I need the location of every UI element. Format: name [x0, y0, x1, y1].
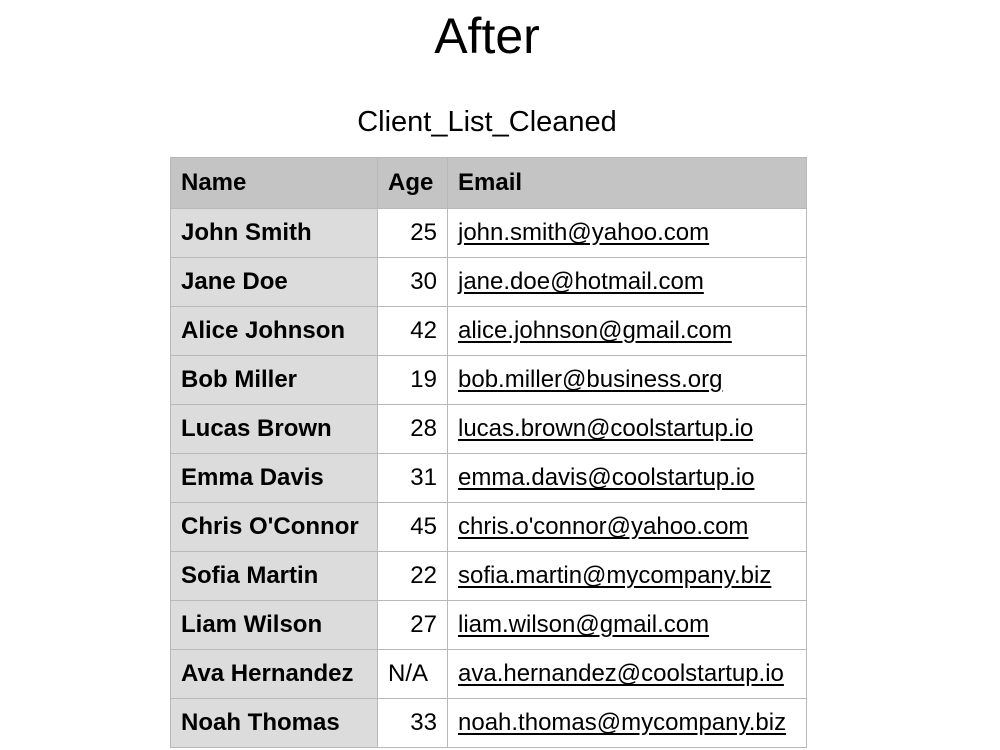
- table-row: [171, 650, 807, 699]
- table-row: [171, 307, 807, 356]
- client-name-cell[interactable]: Ava Hernandez: [171, 650, 378, 699]
- client-email-cell[interactable]: [448, 307, 807, 356]
- page-heading: After: [434, 8, 540, 64]
- table-row: [171, 356, 807, 405]
- client-name-cell[interactable]: Alice Johnson: [171, 307, 378, 356]
- client-age-cell[interactable]: 28: [378, 405, 448, 454]
- table-title: Client_List_Cleaned: [357, 106, 617, 138]
- client-email-cell[interactable]: [448, 503, 807, 552]
- email-link[interactable]: alice.johnson@gmail.com: [458, 317, 732, 344]
- client-name-cell[interactable]: John Smith: [171, 209, 378, 258]
- table-row: [171, 258, 807, 307]
- client-name-cell[interactable]: Noah Thomas: [171, 699, 378, 748]
- email-link[interactable]: bob.miller@business.org: [458, 366, 723, 393]
- client-email-cell[interactable]: [448, 356, 807, 405]
- client-name-cell[interactable]: Emma Davis: [171, 454, 378, 503]
- client-email-cell[interactable]: [448, 552, 807, 601]
- email-link[interactable]: sofia.martin@mycompany.biz: [458, 562, 772, 589]
- client-email-cell[interactable]: [448, 454, 807, 503]
- email-link[interactable]: jane.doe@hotmail.com: [458, 268, 704, 295]
- client-email-cell[interactable]: [448, 650, 807, 699]
- email-link[interactable]: chris.o'connor@yahoo.com: [458, 513, 749, 540]
- table-row: [171, 405, 807, 454]
- client-email-cell[interactable]: [448, 405, 807, 454]
- column-header-email[interactable]: Email: [448, 158, 807, 209]
- client-email-cell[interactable]: [448, 258, 807, 307]
- table-body: [171, 209, 807, 748]
- table-row: [171, 503, 807, 552]
- table-row: [171, 454, 807, 503]
- client-email-cell[interactable]: [448, 699, 807, 748]
- client-age-cell[interactable]: 33: [378, 699, 448, 748]
- client-age-cell[interactable]: N/A: [378, 650, 448, 699]
- email-link[interactable]: noah.thomas@mycompany.biz: [458, 709, 787, 736]
- client-email-cell[interactable]: [448, 601, 807, 650]
- client-name-cell[interactable]: Sofia Martin: [171, 552, 378, 601]
- table-row: [171, 601, 807, 650]
- client-age-cell[interactable]: 31: [378, 454, 448, 503]
- table-row: [171, 552, 807, 601]
- email-link[interactable]: john.smith@yahoo.com: [458, 219, 710, 246]
- column-header-age[interactable]: Age: [378, 158, 448, 209]
- client-age-cell[interactable]: 42: [378, 307, 448, 356]
- client-age-cell[interactable]: 22: [378, 552, 448, 601]
- client-name-cell[interactable]: Lucas Brown: [171, 405, 378, 454]
- client-name-cell[interactable]: Bob Miller: [171, 356, 378, 405]
- email-link[interactable]: lucas.brown@coolstartup.io: [458, 415, 754, 442]
- table-row: [171, 699, 807, 748]
- client-age-cell[interactable]: 27: [378, 601, 448, 650]
- client-age-cell[interactable]: 25: [378, 209, 448, 258]
- client-age-cell[interactable]: 19: [378, 356, 448, 405]
- email-link[interactable]: liam.wilson@gmail.com: [458, 611, 710, 638]
- column-header-name[interactable]: Name: [171, 158, 378, 209]
- email-link[interactable]: emma.davis@coolstartup.io: [458, 464, 755, 491]
- client-age-cell[interactable]: 45: [378, 503, 448, 552]
- table-row: [171, 209, 807, 258]
- email-link[interactable]: ava.hernandez@coolstartup.io: [458, 660, 784, 687]
- client-name-cell[interactable]: Liam Wilson: [171, 601, 378, 650]
- client-name-cell[interactable]: Chris O'Connor: [171, 503, 378, 552]
- header-row: [171, 158, 807, 209]
- client-name-cell[interactable]: Jane Doe: [171, 258, 378, 307]
- client-table: [170, 157, 807, 748]
- client-age-cell[interactable]: 30: [378, 258, 448, 307]
- client-email-cell[interactable]: [448, 209, 807, 258]
